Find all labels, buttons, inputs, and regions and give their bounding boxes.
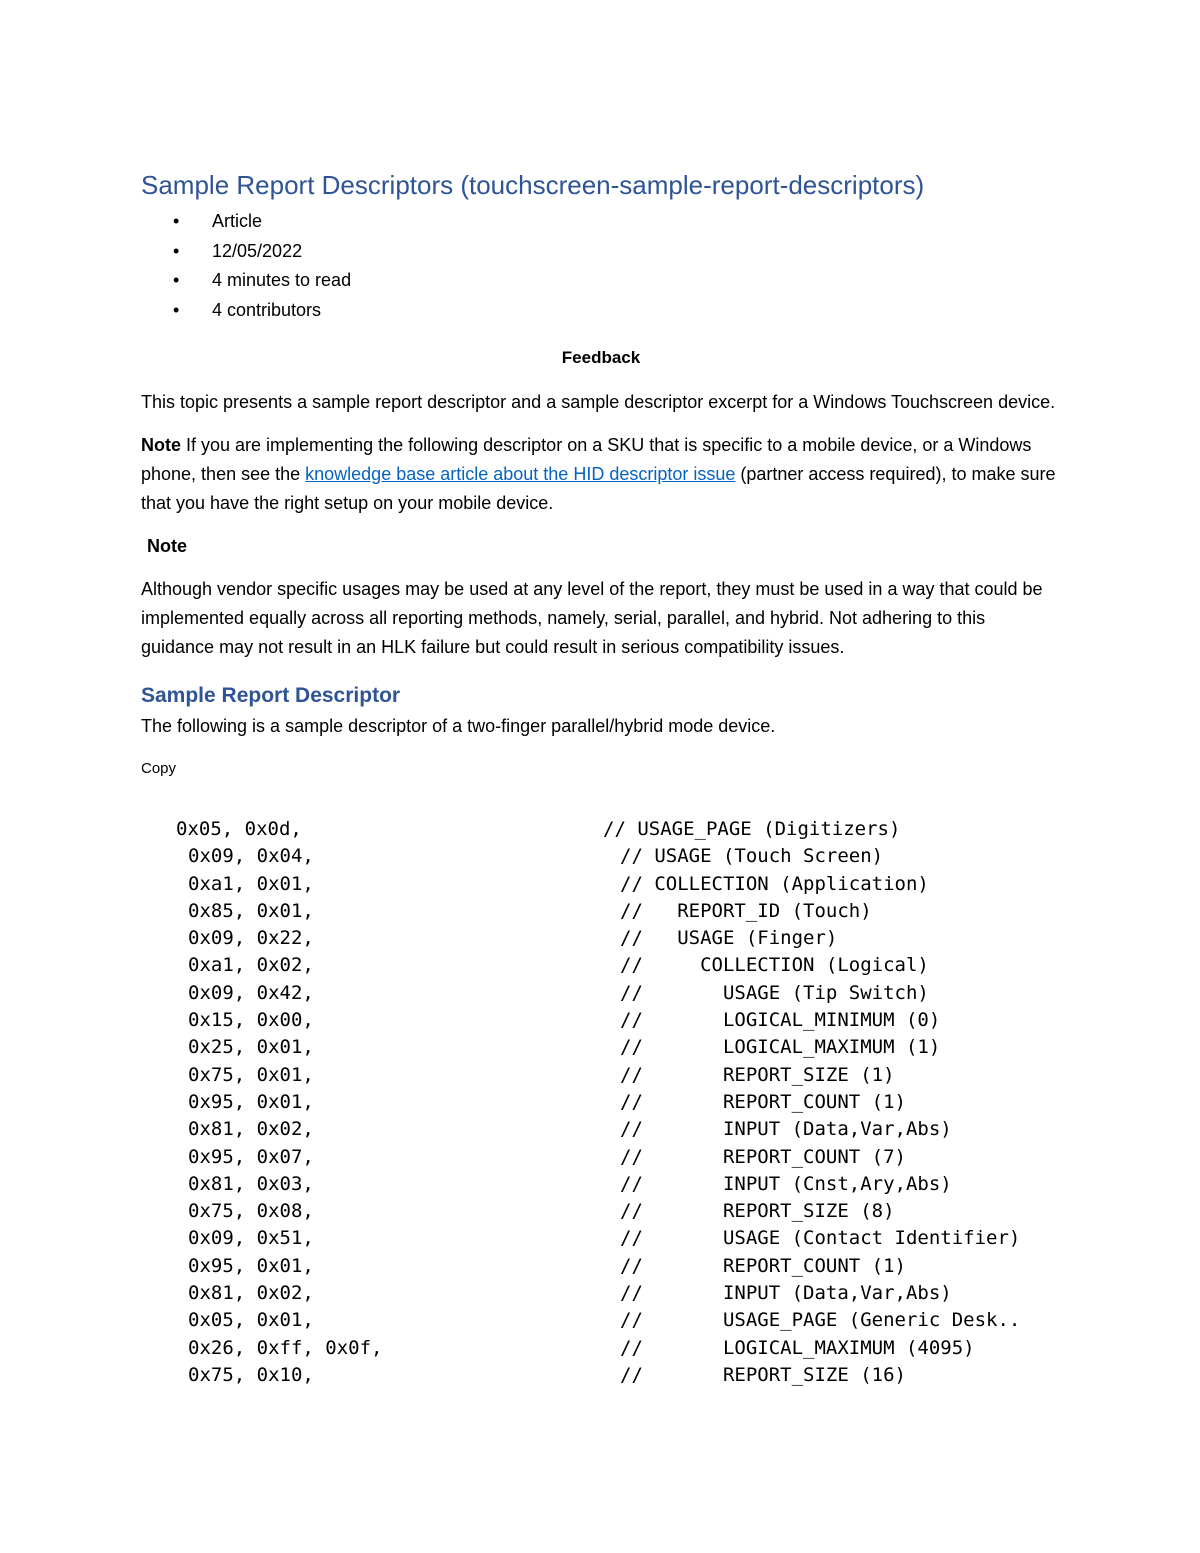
code-comment: // REPORT_COUNT (1) (620, 1254, 906, 1277)
code-bytes: 0x81, 0x02, (188, 1282, 314, 1305)
code-line (0, 954, 1200, 981)
page-title: Sample Report Descriptors (touchscreen-sample-report-descriptors) (141, 170, 925, 200)
code-comment: // LOGICAL_MAXIMUM (1) (620, 1036, 941, 1059)
code-comment: // INPUT (Data,Var,Abs) (620, 1282, 952, 1305)
code-line (0, 1146, 1200, 1173)
feedback-link[interactable]: Feedback (561, 348, 641, 367)
article-meta-list (141, 207, 1061, 325)
code-comment: // INPUT (Cnst,Ary,Abs) (620, 1172, 952, 1195)
code-bytes: 0x75, 0x10, (188, 1363, 314, 1386)
code-line (0, 982, 1200, 1009)
code-bytes: 0x81, 0x03, (188, 1172, 314, 1195)
code-comment: // USAGE (Touch Screen) (620, 845, 884, 868)
code-comment: // REPORT_SIZE (8) (620, 1200, 895, 1223)
code-line (0, 1173, 1200, 1200)
note-label: Note (141, 435, 181, 455)
section-heading: Sample Report Descriptor (141, 684, 401, 707)
code-comment: // COLLECTION (Application) (620, 872, 929, 895)
code-comment: // COLLECTION (Logical) (620, 954, 929, 977)
code-line (0, 1036, 1200, 1063)
copy-button[interactable]: Copy (141, 760, 177, 777)
code-line (0, 1118, 1200, 1145)
note-text-after-link: (partner access required), to make sure that you have the right setup on your mobile device. (141, 464, 1056, 513)
code-bytes: 0x95, 0x01, (188, 1254, 314, 1277)
code-comment: // INPUT (Data,Var,Abs) (620, 1118, 952, 1141)
code-line (0, 1364, 1200, 1391)
code-bytes: 0x81, 0x02, (188, 1118, 314, 1141)
code-bytes: 0x09, 0x42, (188, 981, 314, 1004)
kb-article-link[interactable]: knowledge base article about the HID descriptor issue (305, 464, 736, 484)
code-bytes: 0x25, 0x01, (188, 1036, 314, 1059)
meta-item-type: • Article (141, 207, 1061, 237)
code-comment: // USAGE (Tip Switch) (620, 981, 929, 1004)
code-comment: // REPORT_SIZE (1) (620, 1063, 895, 1086)
code-comment: // USAGE (Finger) (620, 927, 838, 950)
code-bytes: 0x26, 0xff, 0x0f, (188, 1336, 383, 1359)
code-line (0, 1337, 1200, 1364)
code-line (0, 900, 1200, 927)
code-bytes: 0x75, 0x08, (188, 1200, 314, 1223)
code-line (0, 1255, 1200, 1282)
code-line (0, 818, 1200, 845)
code-comment: // USAGE_PAGE (Generic Desk.. (620, 1309, 1021, 1332)
code-line (0, 1282, 1200, 1309)
code-line (0, 1009, 1200, 1036)
code-comment: // USAGE (Contact Identifier) (620, 1227, 1021, 1250)
code-bytes: 0x05, 0x0d, (176, 818, 302, 840)
document-page (141, 165, 1061, 781)
code-bytes: 0x09, 0x22, (188, 927, 314, 950)
code-line (0, 845, 1200, 872)
meta-item-read-time: • 4 minutes to read (141, 266, 1061, 296)
code-bytes: 0x09, 0x51, (188, 1227, 314, 1250)
code-comment: // REPORT_COUNT (1) (620, 1090, 906, 1113)
code-bytes: 0xa1, 0x01, (188, 872, 314, 895)
code-bytes: 0x95, 0x01, (188, 1090, 314, 1113)
note-heading: Note (147, 536, 187, 556)
code-block (0, 818, 1200, 1391)
vendor-usage-paragraph: Although vendor specific usages may be used at any level of the report, they must be used in a way that could be implemented equally across all reporting methods, namely, serial, parallel, and hybrid. Not adhering to this guidance may not result in an HLK failure but could result in serious compatibility issues. (141, 579, 1043, 657)
intro-paragraph: This topic presents a sample report descriptor and a sample descriptor excerpt for a Windows Touchscreen device. (141, 392, 1056, 412)
note-paragraph (141, 431, 1061, 518)
code-line (0, 1309, 1200, 1336)
code-bytes: 0x95, 0x07, (188, 1145, 314, 1168)
code-comment: // LOGICAL_MINIMUM (0) (620, 1009, 941, 1032)
code-line (0, 1064, 1200, 1091)
code-line (0, 873, 1200, 900)
code-line (0, 1091, 1200, 1118)
section-description: The following is a sample descriptor of a two-finger parallel/hybrid mode device. (141, 716, 776, 736)
meta-item-date: • 12/05/2022 (141, 237, 1061, 267)
code-comment: // LOGICAL_MAXIMUM (4095) (620, 1336, 975, 1359)
code-comment: // USAGE_PAGE (Digitizers) (603, 818, 901, 840)
meta-item-contributors: • 4 contributors (141, 296, 1061, 326)
note-text-before-link: If you are implementing the following descriptor on a SKU that is specific to a mobile device, or a Windows phone, then see the (141, 435, 1032, 484)
code-line (0, 1200, 1200, 1227)
code-comment: // REPORT_SIZE (16) (620, 1363, 906, 1386)
code-bytes: 0x09, 0x04, (188, 845, 314, 868)
code-bytes: 0x15, 0x00, (188, 1009, 314, 1032)
code-bytes: 0x05, 0x01, (188, 1309, 314, 1332)
code-comment: // REPORT_COUNT (7) (620, 1145, 906, 1168)
code-line (0, 1227, 1200, 1254)
code-bytes: 0xa1, 0x02, (188, 954, 314, 977)
code-bytes: 0x85, 0x01, (188, 899, 314, 922)
code-bytes: 0x75, 0x01, (188, 1063, 314, 1086)
code-line (0, 927, 1200, 954)
code-comment: // REPORT_ID (Touch) (620, 899, 872, 922)
